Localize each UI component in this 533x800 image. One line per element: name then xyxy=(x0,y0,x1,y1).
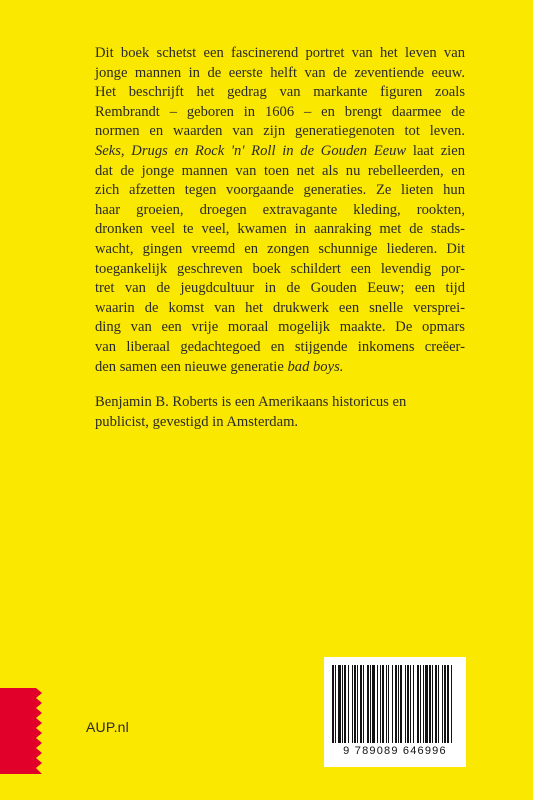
barcode-bar xyxy=(429,665,431,743)
blurb-line: Het beschrijft het gedrag van markante figuren zoals xyxy=(95,84,465,101)
barcode-bar xyxy=(451,665,452,743)
barcode-bar xyxy=(407,665,409,743)
blurb-line: zich afzetten tegen voorgaande generaties. Ze lieten hun xyxy=(95,182,465,199)
blurb-line: normen en waarden van zijn generatiegenoten tot leven. xyxy=(95,123,465,140)
isbn-number: 9 789089 646996 xyxy=(343,745,447,757)
barcode-bar xyxy=(335,665,336,743)
barcode-bar xyxy=(372,665,375,743)
bad-boys-italic: bad boys. xyxy=(287,358,344,375)
publisher-logo-icon xyxy=(0,688,46,774)
barcode-bar xyxy=(388,665,389,743)
blurb-line: wacht, gingen vreemd en zongen schunnige liederen. Dit xyxy=(95,240,465,257)
barcode-bar xyxy=(386,665,387,743)
barcode-bar xyxy=(342,665,343,743)
blurb-line: waarin de komst van het drukwerk een snelle versprei- xyxy=(95,299,465,316)
barcode-bar xyxy=(367,665,369,743)
isbn-barcode xyxy=(324,657,466,767)
blurb-paragraph xyxy=(95,44,465,377)
blurb-line: jonge mannen in de eerste helft van de zeventiende eeuw. xyxy=(95,64,465,81)
barcode-bar xyxy=(370,665,371,743)
barcode-bar xyxy=(425,665,428,743)
barcode-bar xyxy=(432,665,433,743)
blurb-line: ding van een vrije moraal mogelijk maakte. De opmars xyxy=(95,319,465,336)
barcode-bar xyxy=(417,665,419,743)
barcode-bar xyxy=(395,665,397,743)
blurb-line-last xyxy=(95,358,465,378)
blurb-line: dronken veel te veel, kwamen in aanraking met de stads- xyxy=(95,221,465,238)
blurb-text: den samen een nieuwe generatie xyxy=(95,358,288,375)
barcode-bar xyxy=(447,665,449,743)
author-bio xyxy=(95,393,465,432)
blurb-text: laat zien xyxy=(406,142,465,159)
barcode-bar xyxy=(438,665,439,743)
blurb-line: dat de jonge mannen van toen net als nu rebelleerden, en xyxy=(95,162,465,179)
author-line: Benjamin B. Roberts is een Amerikaans historicus en xyxy=(95,394,407,410)
blurb-line: haar groeien, droegen extravagante kleding, rookten, xyxy=(95,201,465,218)
barcode-bar xyxy=(332,665,334,743)
barcode-bar xyxy=(400,665,402,743)
barcode-bar xyxy=(420,665,421,743)
barcode-bar xyxy=(382,665,384,743)
barcode-bar xyxy=(352,665,353,743)
blurb-line: toegankelijk geschreven boek schildert een levendig por- xyxy=(95,260,465,277)
barcode-bar xyxy=(405,665,406,743)
blurb-line: Rembrandt – geboren in 1606 – en brengt daarmee de xyxy=(95,103,465,120)
barcode-bar xyxy=(442,665,443,743)
barcode-bar xyxy=(344,665,346,743)
barcode-bar xyxy=(392,665,393,743)
book-title: Seks, Drugs en Rock 'n' Roll in de Gouden Eeuw xyxy=(95,142,407,159)
barcode-bar xyxy=(413,665,414,743)
barcode-bar xyxy=(338,665,341,743)
blurb-line: van liberaal gedachtegoed en stijgende inkomens creëer- xyxy=(95,338,465,355)
barcode-bar xyxy=(410,665,411,743)
author-line: publicist, gevestigd in Amsterdam. xyxy=(95,413,299,430)
barcode-bar xyxy=(348,665,349,743)
barcode-bar xyxy=(444,665,446,743)
publisher-website[interactable]: AUP.nl xyxy=(86,719,129,735)
blurb-line: tret van de jeugdcultuur in de Gouden Eeuw; een tijd xyxy=(95,280,465,297)
barcode-bars xyxy=(324,657,466,747)
barcode-bar xyxy=(423,665,424,743)
blurb-line: Dit boek schetst een fascinerend portret van het leven van xyxy=(95,45,465,61)
barcode-bar xyxy=(360,665,362,743)
barcode-bar xyxy=(357,665,358,743)
barcode-bar xyxy=(435,665,437,743)
barcode-bar xyxy=(398,665,399,743)
barcode-bar xyxy=(363,665,364,743)
blurb-line-title xyxy=(95,142,465,162)
barcode-bar xyxy=(380,665,381,743)
barcode-bar xyxy=(354,665,356,743)
barcode-bar xyxy=(377,665,378,743)
